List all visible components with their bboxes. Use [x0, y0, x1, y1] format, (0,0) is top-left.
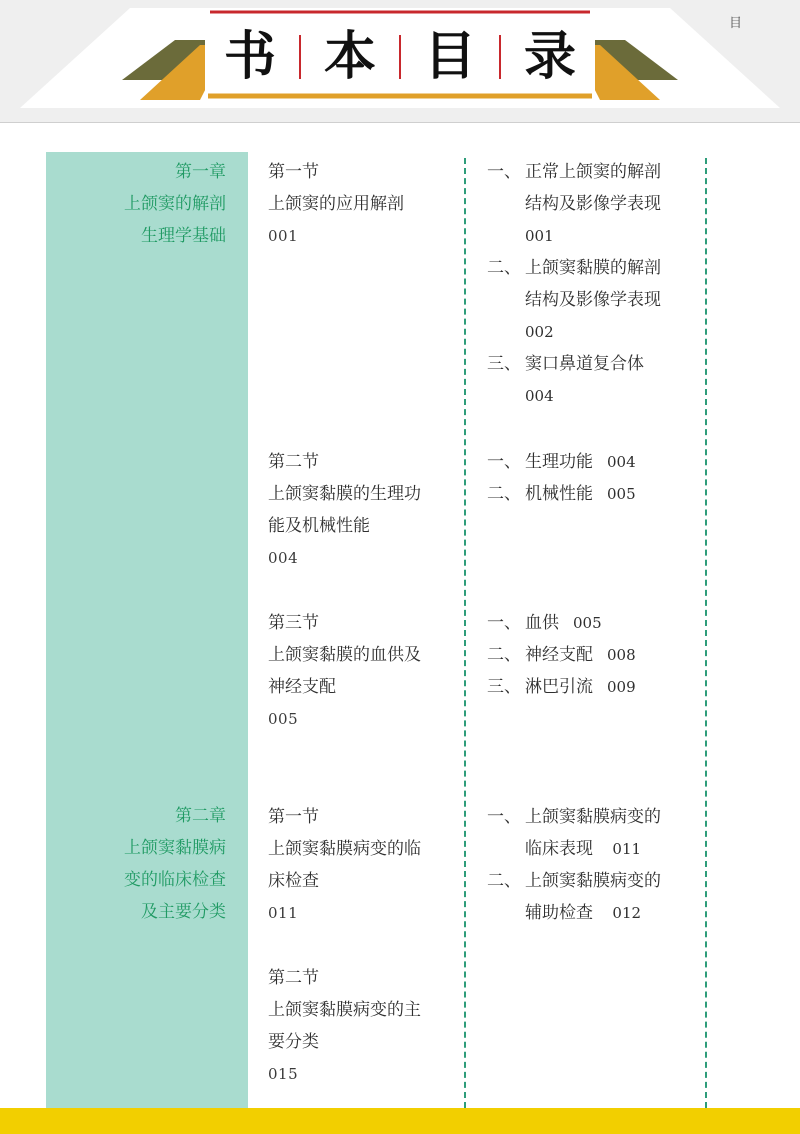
page-title: [215, 22, 585, 92]
section-ch2-s2[interactable]: [268, 962, 448, 1090]
list-item[interactable]: [487, 671, 692, 703]
item-text-line: 结构及影像学表现: [525, 194, 661, 214]
chapter-2-heading[interactable]: [124, 800, 226, 928]
section-ch2-s1[interactable]: [268, 801, 448, 929]
section-title-line: 上颌窦的应用解剖: [268, 194, 404, 214]
items-ch1-s2: [487, 446, 692, 510]
section-label: 第一节: [268, 162, 319, 182]
item-text-line: 上颌窦黏膜病变的: [525, 807, 661, 827]
item-page-number: 004: [607, 453, 636, 471]
list-item[interactable]: [487, 639, 692, 671]
item-marker: 一、: [487, 613, 521, 633]
item-marker: 二、: [487, 645, 521, 665]
section-ch1-s3[interactable]: [268, 607, 448, 735]
item-page-number: 009: [607, 678, 636, 696]
item-marker: 二、: [487, 484, 521, 504]
items-ch2-s1: [487, 801, 692, 929]
bottom-color-bar: [0, 1108, 800, 1134]
item-marker: 三、: [487, 354, 521, 374]
item-text: 机械性能: [525, 484, 593, 504]
chapter-title-line: 生理学基础: [141, 226, 226, 246]
section-label: 第三节: [268, 613, 319, 633]
title-char: 录: [523, 27, 576, 87]
title-char: 本: [323, 27, 376, 87]
item-page-number: 001: [525, 227, 554, 245]
item-text: 神经支配: [525, 645, 593, 665]
item-text: 生理功能: [525, 452, 593, 472]
section-page-number: 001: [268, 227, 299, 245]
list-item[interactable]: [487, 446, 692, 478]
item-page-number: 005: [573, 614, 602, 632]
section-label: 第二节: [268, 452, 319, 472]
chapter-title-line: 上颌窦黏膜病: [124, 838, 226, 858]
section-page-number: 005: [268, 710, 299, 728]
item-page-number: 005: [607, 485, 636, 503]
title-separator: [399, 35, 401, 79]
item-text-line: 上颌窦黏膜病变的: [525, 871, 661, 891]
list-item[interactable]: [487, 348, 692, 412]
section-title-line: 能及机械性能: [268, 516, 370, 536]
section-title-line: 上颌窦黏膜病变的主: [268, 1000, 421, 1020]
item-page-number: 004: [525, 387, 554, 405]
chapter-label: 第二章: [175, 806, 226, 826]
section-title-line: 上颌窦黏膜的生理功: [268, 484, 421, 504]
section-ch1-s1[interactable]: [268, 156, 448, 252]
item-marker: 二、: [487, 871, 521, 891]
items-ch1-s3: [487, 607, 692, 703]
item-page-number: 012: [612, 904, 642, 922]
section-page-number: 011: [268, 904, 299, 922]
item-page-number: 008: [607, 646, 636, 664]
chapter-column: [46, 152, 248, 1108]
section-label: 第二节: [268, 968, 319, 988]
list-item[interactable]: [487, 801, 692, 865]
title-char: 目: [423, 27, 476, 87]
column-divider: [464, 158, 466, 1108]
item-text-line: 临床表现: [525, 839, 593, 859]
list-item[interactable]: [487, 156, 692, 252]
section-title-line: 上颌窦黏膜的血供及: [268, 645, 421, 665]
chapter-label: 第一章: [175, 162, 226, 182]
section-label: 第一节: [268, 807, 319, 827]
list-item[interactable]: [487, 607, 692, 639]
section-title-line: 床检查: [268, 871, 319, 891]
list-item[interactable]: [487, 478, 692, 510]
item-marker: 一、: [487, 452, 521, 472]
header-banner: [0, 0, 800, 123]
item-page-number: 011: [612, 840, 642, 858]
list-item[interactable]: [487, 252, 692, 348]
title-separator: [499, 35, 501, 79]
chapter-title-line: 及主要分类: [141, 902, 226, 922]
corner-note: 目: [728, 16, 742, 31]
section-title-line: 神经支配: [268, 677, 336, 697]
section-page-number: 004: [268, 549, 299, 567]
chapter-title-line: 上颌窦的解剖: [124, 194, 226, 214]
item-page-number: 002: [525, 323, 554, 341]
column-divider: [705, 158, 707, 1108]
item-text: 血供: [525, 613, 559, 633]
section-title-line: 要分类: [268, 1032, 319, 1052]
title-separator: [299, 35, 301, 79]
item-marker: 一、: [487, 162, 521, 182]
chapter-1-heading[interactable]: [124, 156, 226, 252]
section-ch1-s2[interactable]: [268, 446, 448, 574]
item-text-line: 正常上颌窦的解剖: [525, 162, 661, 182]
chapter-title-line: 变的临床检查: [124, 870, 226, 890]
item-text: 淋巴引流: [525, 677, 593, 697]
item-text-line: 上颌窦黏膜的解剖: [525, 258, 661, 278]
item-marker: 一、: [487, 807, 521, 827]
item-marker: 三、: [487, 677, 521, 697]
item-text-line: 辅助检查: [525, 903, 593, 923]
item-text-line: 结构及影像学表现: [525, 290, 661, 310]
section-page-number: 015: [268, 1065, 299, 1083]
section-title-line: 上颌窦黏膜病变的临: [268, 839, 421, 859]
item-marker: 二、: [487, 258, 521, 278]
item-text-line: 窦口鼻道复合体: [525, 354, 644, 374]
title-char: 书: [223, 27, 276, 87]
list-item[interactable]: [487, 865, 692, 929]
items-ch1-s1: [487, 156, 692, 412]
